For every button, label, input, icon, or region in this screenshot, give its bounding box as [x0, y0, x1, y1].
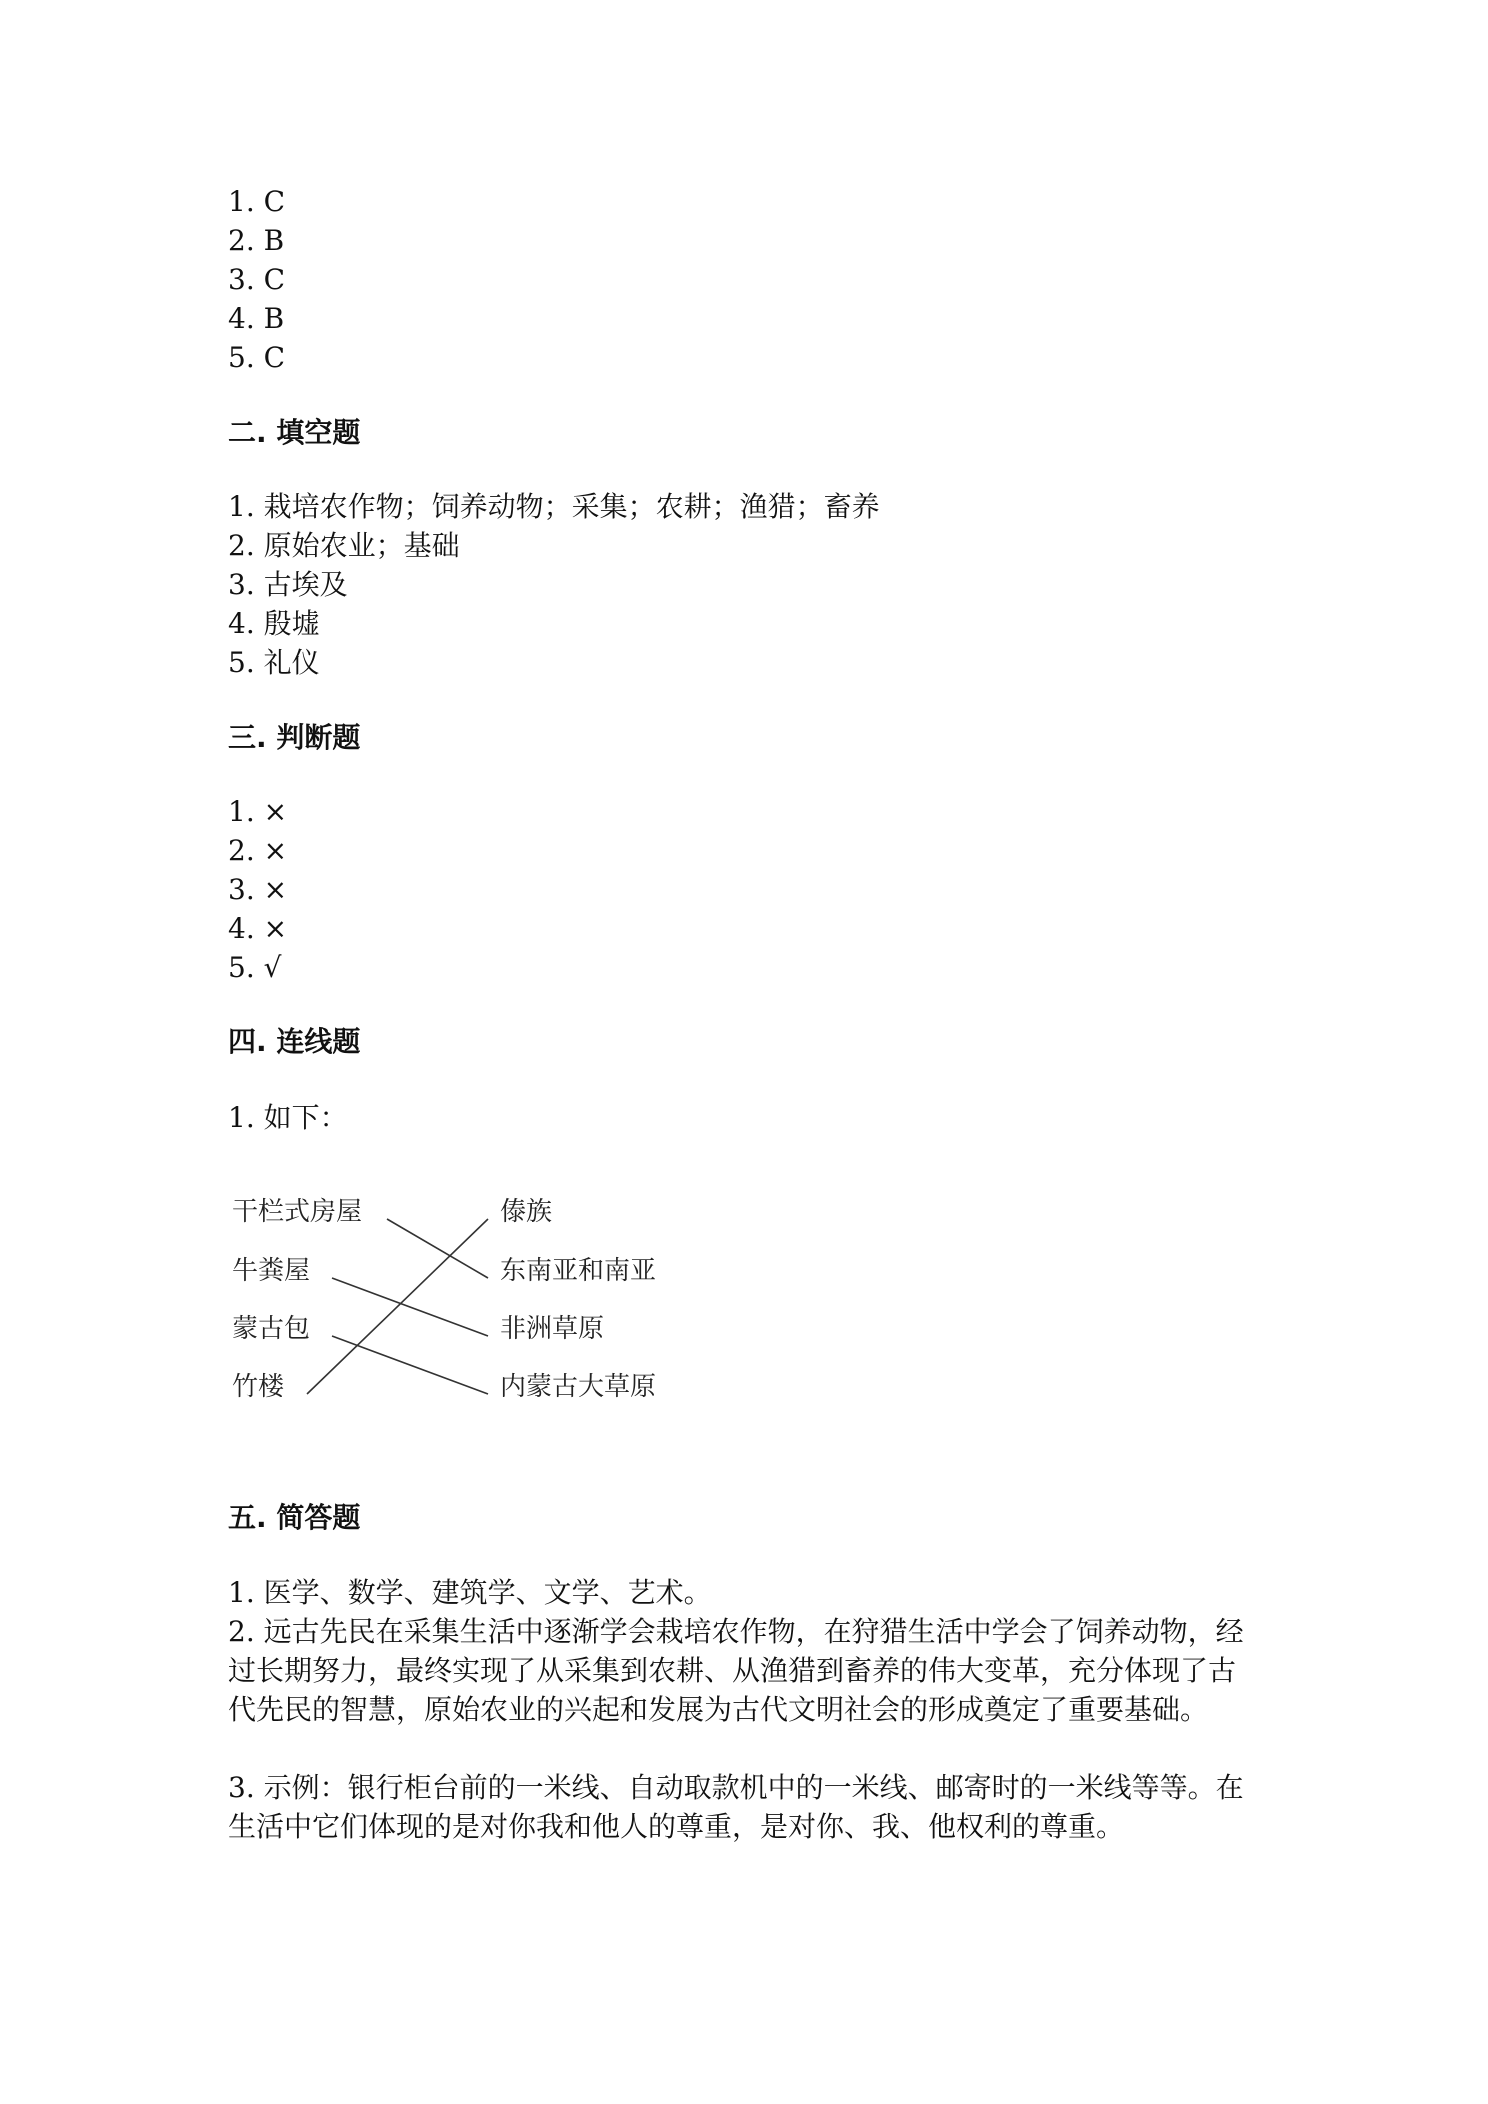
connector-line-4 [307, 1219, 488, 1394]
s1-answer-1: 1. C [228, 185, 286, 218]
right-item-dai: 傣族 [500, 1197, 553, 1227]
left-labels [232, 1197, 362, 1402]
s2-answer-5: 5. 礼仪 [228, 646, 320, 679]
section-heading-true-false: 三. 判断题 [228, 721, 361, 754]
right-item-africa-grassland: 非洲草原 [500, 1314, 605, 1344]
connector-line-3 [332, 1336, 488, 1394]
s3-answer-3: 3. × [228, 873, 288, 906]
s3-answer-2: 2. × [228, 834, 288, 867]
s1-answer-3: 3. C [228, 263, 286, 296]
s2-answer-4: 4. 殷墟 [228, 607, 320, 640]
s1-answer-2: 2. B [228, 224, 285, 257]
s2-answer-2: 2. 原始农业；基础 [228, 529, 460, 562]
left-item-bamboo-house: 竹楼 [232, 1372, 285, 1402]
right-item-inner-mongolia-grassland: 内蒙古大草原 [500, 1372, 657, 1402]
connector-line-1 [387, 1219, 488, 1278]
s5-answer-1: 1. 医学、数学、建筑学、文学、艺术。 [228, 1576, 712, 1609]
left-item-yurt: 蒙古包 [232, 1314, 311, 1344]
left-item-cow-dung-house: 牛粪屋 [232, 1256, 311, 1286]
section-heading-matching: 四. 连线题 [228, 1025, 361, 1058]
s5-answer-3: 3. 示例：银行柜台前的一米线、自动取款机中的一米线、邮寄时的一米线等等。在生活中它们体现的是对你我和他人的尊重，是对你、我、他权利的尊重。 [228, 1771, 1244, 1843]
right-item-southeast-south-asia: 东南亚和南亚 [500, 1256, 657, 1286]
s5-answer-2: 2. 远古先民在采集生活中逐渐学会栽培农作物，在狩猎生活中学会了饲养动物，经过长期努力，最终实现了从采集到农耕、从渔猎到畜养的伟大变革，充分体现了古代先民的智慧，原始农业的兴起和发展为古代文明社会的形成奠定了重要基础。 [228, 1615, 1244, 1726]
connector-line-2 [332, 1278, 488, 1336]
s2-answer-3: 3. 古埃及 [228, 568, 348, 601]
left-item-ganlan-house: 干栏式房屋 [232, 1197, 363, 1227]
s3-answer-5: 5. √ [228, 951, 282, 984]
right-labels [500, 1197, 656, 1402]
connector-lines [307, 1219, 488, 1394]
matching-diagram [228, 1185, 688, 1425]
section-heading-short-answer: 五. 简答题 [228, 1501, 361, 1534]
s2-answer-1: 1. 栽培农作物；饲养动物；采集；农耕；渔猎；畜养 [228, 490, 880, 523]
s3-answer-4: 4. × [228, 912, 288, 945]
section-heading-fill-blank: 二. 填空题 [228, 416, 361, 449]
s3-answer-1: 1. × [228, 795, 288, 828]
s1-answer-4: 4. B [228, 302, 285, 335]
s1-answer-5: 5. C [228, 341, 286, 374]
s4-intro: 1. 如下： [228, 1101, 348, 1134]
